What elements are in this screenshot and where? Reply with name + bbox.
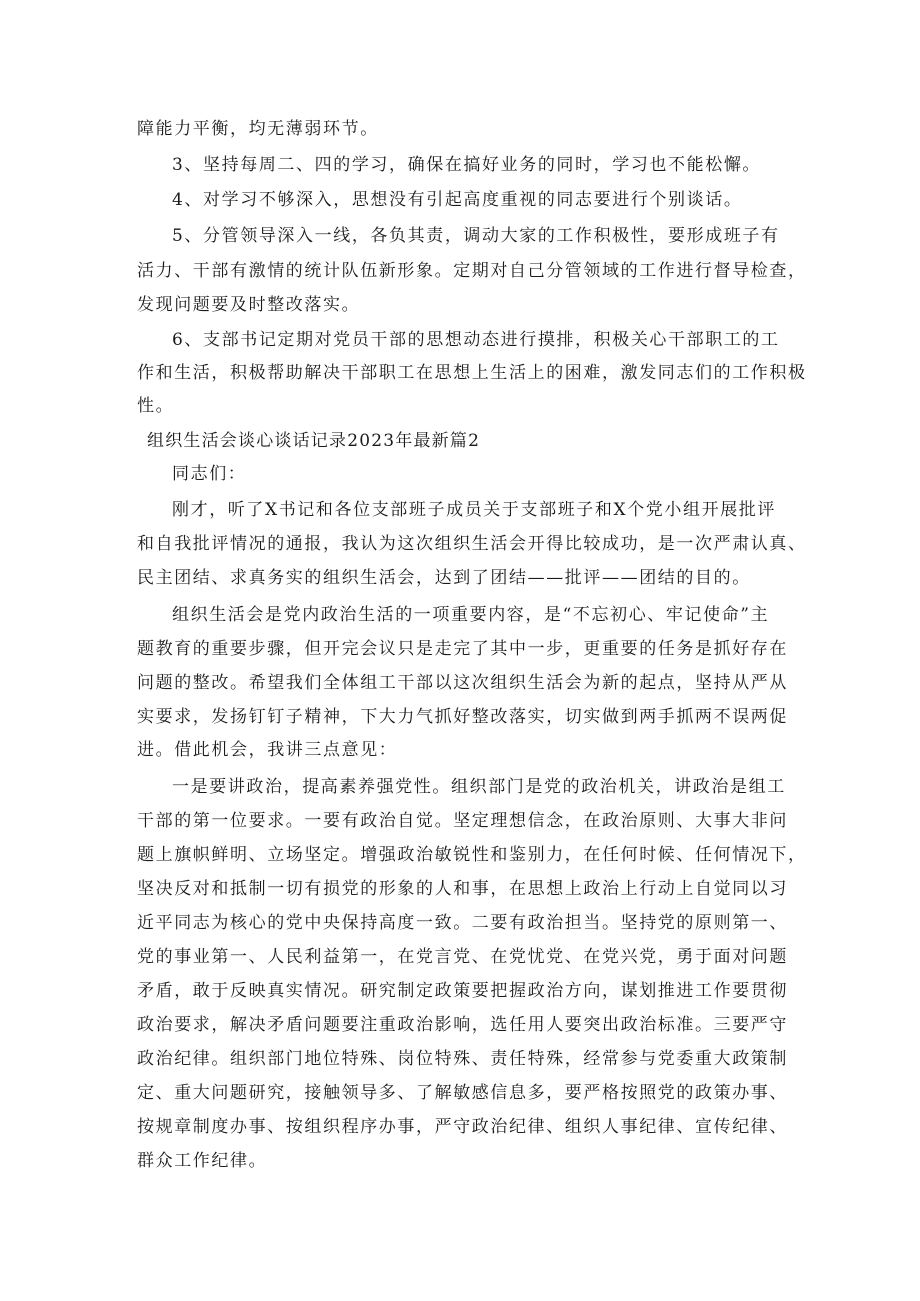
text-line: 政治要求，解决矛盾问题要注重政治影响，选任用人要突出政治标准。三要严守 — [137, 1015, 788, 1035]
text-line: 作和生活，积极帮助解决干部职工在思想上生活上的困难，激发同志们的工作积极 — [137, 363, 807, 383]
text-line: 4、对学习不够深入，思想没有引起高度重视的同志要进行个别谈话。 — [172, 190, 743, 210]
section-heading: 组织生活会谈心谈话记录2023年最新篇2 — [147, 431, 481, 451]
text-line: 5、分管领导深入一线，各负其责，调动大家的工作积极性，要形成班子有 — [172, 226, 780, 246]
text-line: 3、坚持每周二、四的学习，确保在搞好业务的同时，学习也不能松懈。 — [172, 155, 762, 175]
text-line: 干部的第一位要求。一要有政治自觉。坚定理想信念，在政治原则、大事大非问 — [137, 811, 788, 831]
text-line: 进。借此机会，我讲三点意见： — [137, 740, 398, 760]
text-line: 刚才，听了X书记和各位支部班子成员关于支部班子和X个党小组开展批评 — [172, 500, 777, 520]
salutation: 同志们： — [172, 464, 247, 484]
text-line: 民主团结、求真务实的组织生活会，达到了团结——批评——团结的目的。 — [137, 568, 751, 588]
text-line: 矛盾，敢于反映真实情况。研究制定政策要把握政治方向，谋划推进工作要贯彻 — [137, 981, 788, 1001]
text-line: 题教育的重要步骤，但开完会议只是走完了其中一步，更重要的任务是抓好存在 — [137, 639, 788, 659]
text-line: 定、重大问题研究，接触领导多、了解敏感信息多，要严格按照党的政策办事、 — [137, 1083, 788, 1103]
text-line: 发现问题要及时整改落实。 — [137, 295, 361, 315]
text-line: 按规章制度办事、按组织程序办事，严守政治纪律、组织人事纪律、宣传纪律、 — [137, 1117, 788, 1137]
text-line: 6、支部书记定期对党员干部的思想动态进行摸排，积极关心干部职工的工 — [172, 330, 780, 350]
text-line: 一是要讲政治，提高素养强党性。组织部门是党的政治机关，讲政治是组工 — [172, 777, 786, 797]
text-line: 组织生活会是党内政治生活的一项重要内容，是“不忘初心、牢记使命”主 — [172, 605, 770, 625]
text-line: 活力、干部有激情的统计队伍新形象。定期对自己分管领域的工作进行督导检查， — [137, 261, 807, 281]
text-line: 题上旗帜鲜明、立场坚定。增强政治敏锐性和鉴别力，在任何时候、任何情况下， — [137, 845, 807, 865]
text-line: 党的事业第一、人民利益第一，在党言党、在党忧党、在党兴党，勇于面对问题 — [137, 947, 788, 967]
text-line: 群众工作纪律。 — [137, 1151, 268, 1171]
text-line: 问题的整改。希望我们全体组工干部以这次组织生活会为新的起点，坚持从严从 — [137, 673, 788, 693]
text-line: 政治纪律。组织部门地位特殊、岗位特殊、责任特殊，经常参与党委重大政策制 — [137, 1049, 788, 1069]
text-line: 性。 — [137, 396, 175, 416]
text-line: 和自我批评情况的通报，我认为这次组织生活会开得比较成功，是一次严肃认真、 — [137, 534, 807, 554]
text-line: 坚决反对和抵制一切有损党的形象的人和事，在思想上政治上行动上自觉同以习 — [137, 879, 788, 899]
text-line: 实要求，发扬钉钉子精神，下大力气抓好整改落实，切实做到两手抓两不误两促 — [137, 707, 788, 727]
text-line: 近平同志为核心的党中央保持高度一致。二要有政治担当。坚持党的原则第一、 — [137, 913, 788, 933]
text-line: 障能力平衡，均无薄弱环节。 — [137, 119, 379, 139]
